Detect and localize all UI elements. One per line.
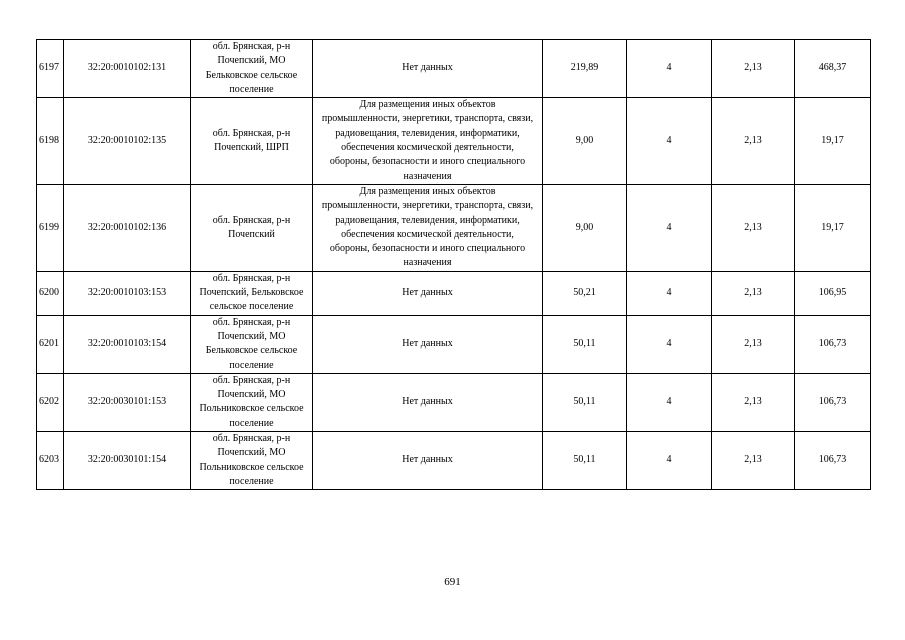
cell-rate: 2,13 xyxy=(712,40,795,98)
cell-address-line: обл. Брянская, р-н xyxy=(212,272,291,284)
cell-permitted-use-line: назначения xyxy=(403,257,452,269)
cell-cadastral-number: 32:20:0010102:135 xyxy=(64,98,191,185)
cell-area: 219,89 xyxy=(543,40,627,98)
cell-permitted-use-line: обороны, безопасности и иного специального xyxy=(329,243,526,255)
cell-permitted-use-line: радиовещания, телевидения, информатики, xyxy=(335,214,520,226)
cell-cadastral-number: 32:20:0030101:153 xyxy=(64,373,191,431)
cell-row-number: 6199 xyxy=(37,184,64,271)
cell-row-number: 6200 xyxy=(37,271,64,315)
cell-permitted-use xyxy=(313,184,543,271)
cadastral-table xyxy=(36,39,871,490)
cell-address xyxy=(191,315,313,373)
cell-address-line: обл. Брянская, р-н xyxy=(212,316,291,328)
cell-area: 50,21 xyxy=(543,271,627,315)
cell-area: 50,11 xyxy=(543,315,627,373)
table-row xyxy=(37,98,871,185)
table-row xyxy=(37,184,871,271)
cell-value: 19,17 xyxy=(795,184,871,271)
cell-value: 106,73 xyxy=(795,373,871,431)
cell-value: 106,95 xyxy=(795,271,871,315)
cell-address xyxy=(191,373,313,431)
cell-permitted-use xyxy=(313,373,543,431)
cell-cadastral-number: 32:20:0010102:131 xyxy=(64,40,191,98)
cell-group: 4 xyxy=(627,184,712,271)
cell-address-line: поселение xyxy=(229,417,274,429)
cell-permitted-use-line: обеспечения космической деятельности, xyxy=(341,142,514,154)
cell-permitted-use xyxy=(313,40,543,98)
cell-permitted-use-line: Нет данных xyxy=(402,62,453,74)
cell-rate: 2,13 xyxy=(712,271,795,315)
cell-address-line: поселение xyxy=(229,475,274,487)
cell-permitted-use-line: обеспечения космической деятельности, xyxy=(341,228,514,240)
cell-address-line: Почепский xyxy=(228,228,275,240)
cell-address-line: Бельковское сельское xyxy=(205,345,298,357)
cell-cadastral-number: 32:20:0010103:154 xyxy=(64,315,191,373)
cell-permitted-use-line: радиовещания, телевидения, информатики, xyxy=(335,127,520,139)
cell-address-line: Почепский, МО xyxy=(217,55,286,67)
cell-address-line: Почепский, Бельковское xyxy=(199,287,304,299)
cell-address-line: обл. Брянская, р-н xyxy=(212,433,291,445)
table-row xyxy=(37,373,871,431)
cell-permitted-use-line: Для размещения иных объектов xyxy=(359,185,496,197)
cell-permitted-use xyxy=(313,98,543,185)
cell-row-number: 6203 xyxy=(37,432,64,490)
cell-cadastral-number: 32:20:0030101:154 xyxy=(64,432,191,490)
cell-row-number: 6201 xyxy=(37,315,64,373)
cell-permitted-use-line: обороны, безопасности и иного специального xyxy=(329,156,526,168)
table-body xyxy=(37,40,871,490)
cell-area: 50,11 xyxy=(543,373,627,431)
cell-permitted-use-line: Нет данных xyxy=(402,396,453,408)
cell-permitted-use xyxy=(313,315,543,373)
cell-group: 4 xyxy=(627,98,712,185)
table-row xyxy=(37,315,871,373)
cell-address xyxy=(191,271,313,315)
cell-rate: 2,13 xyxy=(712,184,795,271)
cell-permitted-use-line: Для размещения иных объектов xyxy=(359,99,496,111)
cell-address-line: обл. Брянская, р-н xyxy=(212,127,291,139)
cell-area: 9,00 xyxy=(543,98,627,185)
table-row xyxy=(37,432,871,490)
cell-row-number: 6197 xyxy=(37,40,64,98)
cell-group: 4 xyxy=(627,40,712,98)
cell-permitted-use xyxy=(313,271,543,315)
cell-address-line: сельское поселение xyxy=(209,301,294,313)
cell-address-line: обл. Брянская, р-н xyxy=(212,41,291,52)
cell-rate: 2,13 xyxy=(712,373,795,431)
cell-rate: 2,13 xyxy=(712,432,795,490)
cell-rate: 2,13 xyxy=(712,98,795,185)
cell-value: 19,17 xyxy=(795,98,871,185)
cell-address xyxy=(191,98,313,185)
table-row xyxy=(37,271,871,315)
cell-address-line: Бельковское сельское xyxy=(205,69,298,81)
cell-group: 4 xyxy=(627,271,712,315)
cell-cadastral-number: 32:20:0010102:136 xyxy=(64,184,191,271)
page-number: 691 xyxy=(444,576,461,588)
cell-permitted-use-line: Нет данных xyxy=(402,338,453,350)
cell-address-line: Почепский, ШРП xyxy=(214,142,289,154)
cell-address-line: обл. Брянская, р-н xyxy=(212,374,291,386)
cell-address-line: обл. Брянская, р-н xyxy=(212,214,291,226)
cell-permitted-use-line: промышленности, энергетики, транспорта, связи, xyxy=(321,200,534,212)
cell-value: 106,73 xyxy=(795,432,871,490)
cell-row-number: 6198 xyxy=(37,98,64,185)
cell-group: 4 xyxy=(627,373,712,431)
cell-address-line: Почепский, МО xyxy=(217,389,286,401)
cell-address-line: Польниковское сельское xyxy=(199,461,304,473)
cell-permitted-use-line: Нет данных xyxy=(402,454,453,466)
cell-address-line: Почепский, МО xyxy=(217,330,286,342)
cell-area: 9,00 xyxy=(543,184,627,271)
cell-address xyxy=(191,432,313,490)
cell-address-line: Почепский, МО xyxy=(217,447,286,459)
cell-cadastral-number: 32:20:0010103:153 xyxy=(64,271,191,315)
cell-permitted-use xyxy=(313,432,543,490)
cell-rate: 2,13 xyxy=(712,315,795,373)
cell-group: 4 xyxy=(627,315,712,373)
cell-permitted-use-line: назначения xyxy=(403,170,452,182)
cell-address-line: поселение xyxy=(229,359,274,371)
cell-area: 50,11 xyxy=(543,432,627,490)
cell-address-line: Польниковское сельское xyxy=(199,403,304,415)
cell-permitted-use-line: Нет данных xyxy=(402,287,453,299)
cell-value: 106,73 xyxy=(795,315,871,373)
cell-value: 468,37 xyxy=(795,40,871,98)
cell-address xyxy=(191,184,313,271)
cell-permitted-use-line: промышленности, энергетики, транспорта, связи, xyxy=(321,113,534,125)
cell-address-line: поселение xyxy=(229,83,274,95)
cell-address xyxy=(191,40,313,98)
table-row xyxy=(37,40,871,98)
cell-group: 4 xyxy=(627,432,712,490)
cell-row-number: 6202 xyxy=(37,373,64,431)
